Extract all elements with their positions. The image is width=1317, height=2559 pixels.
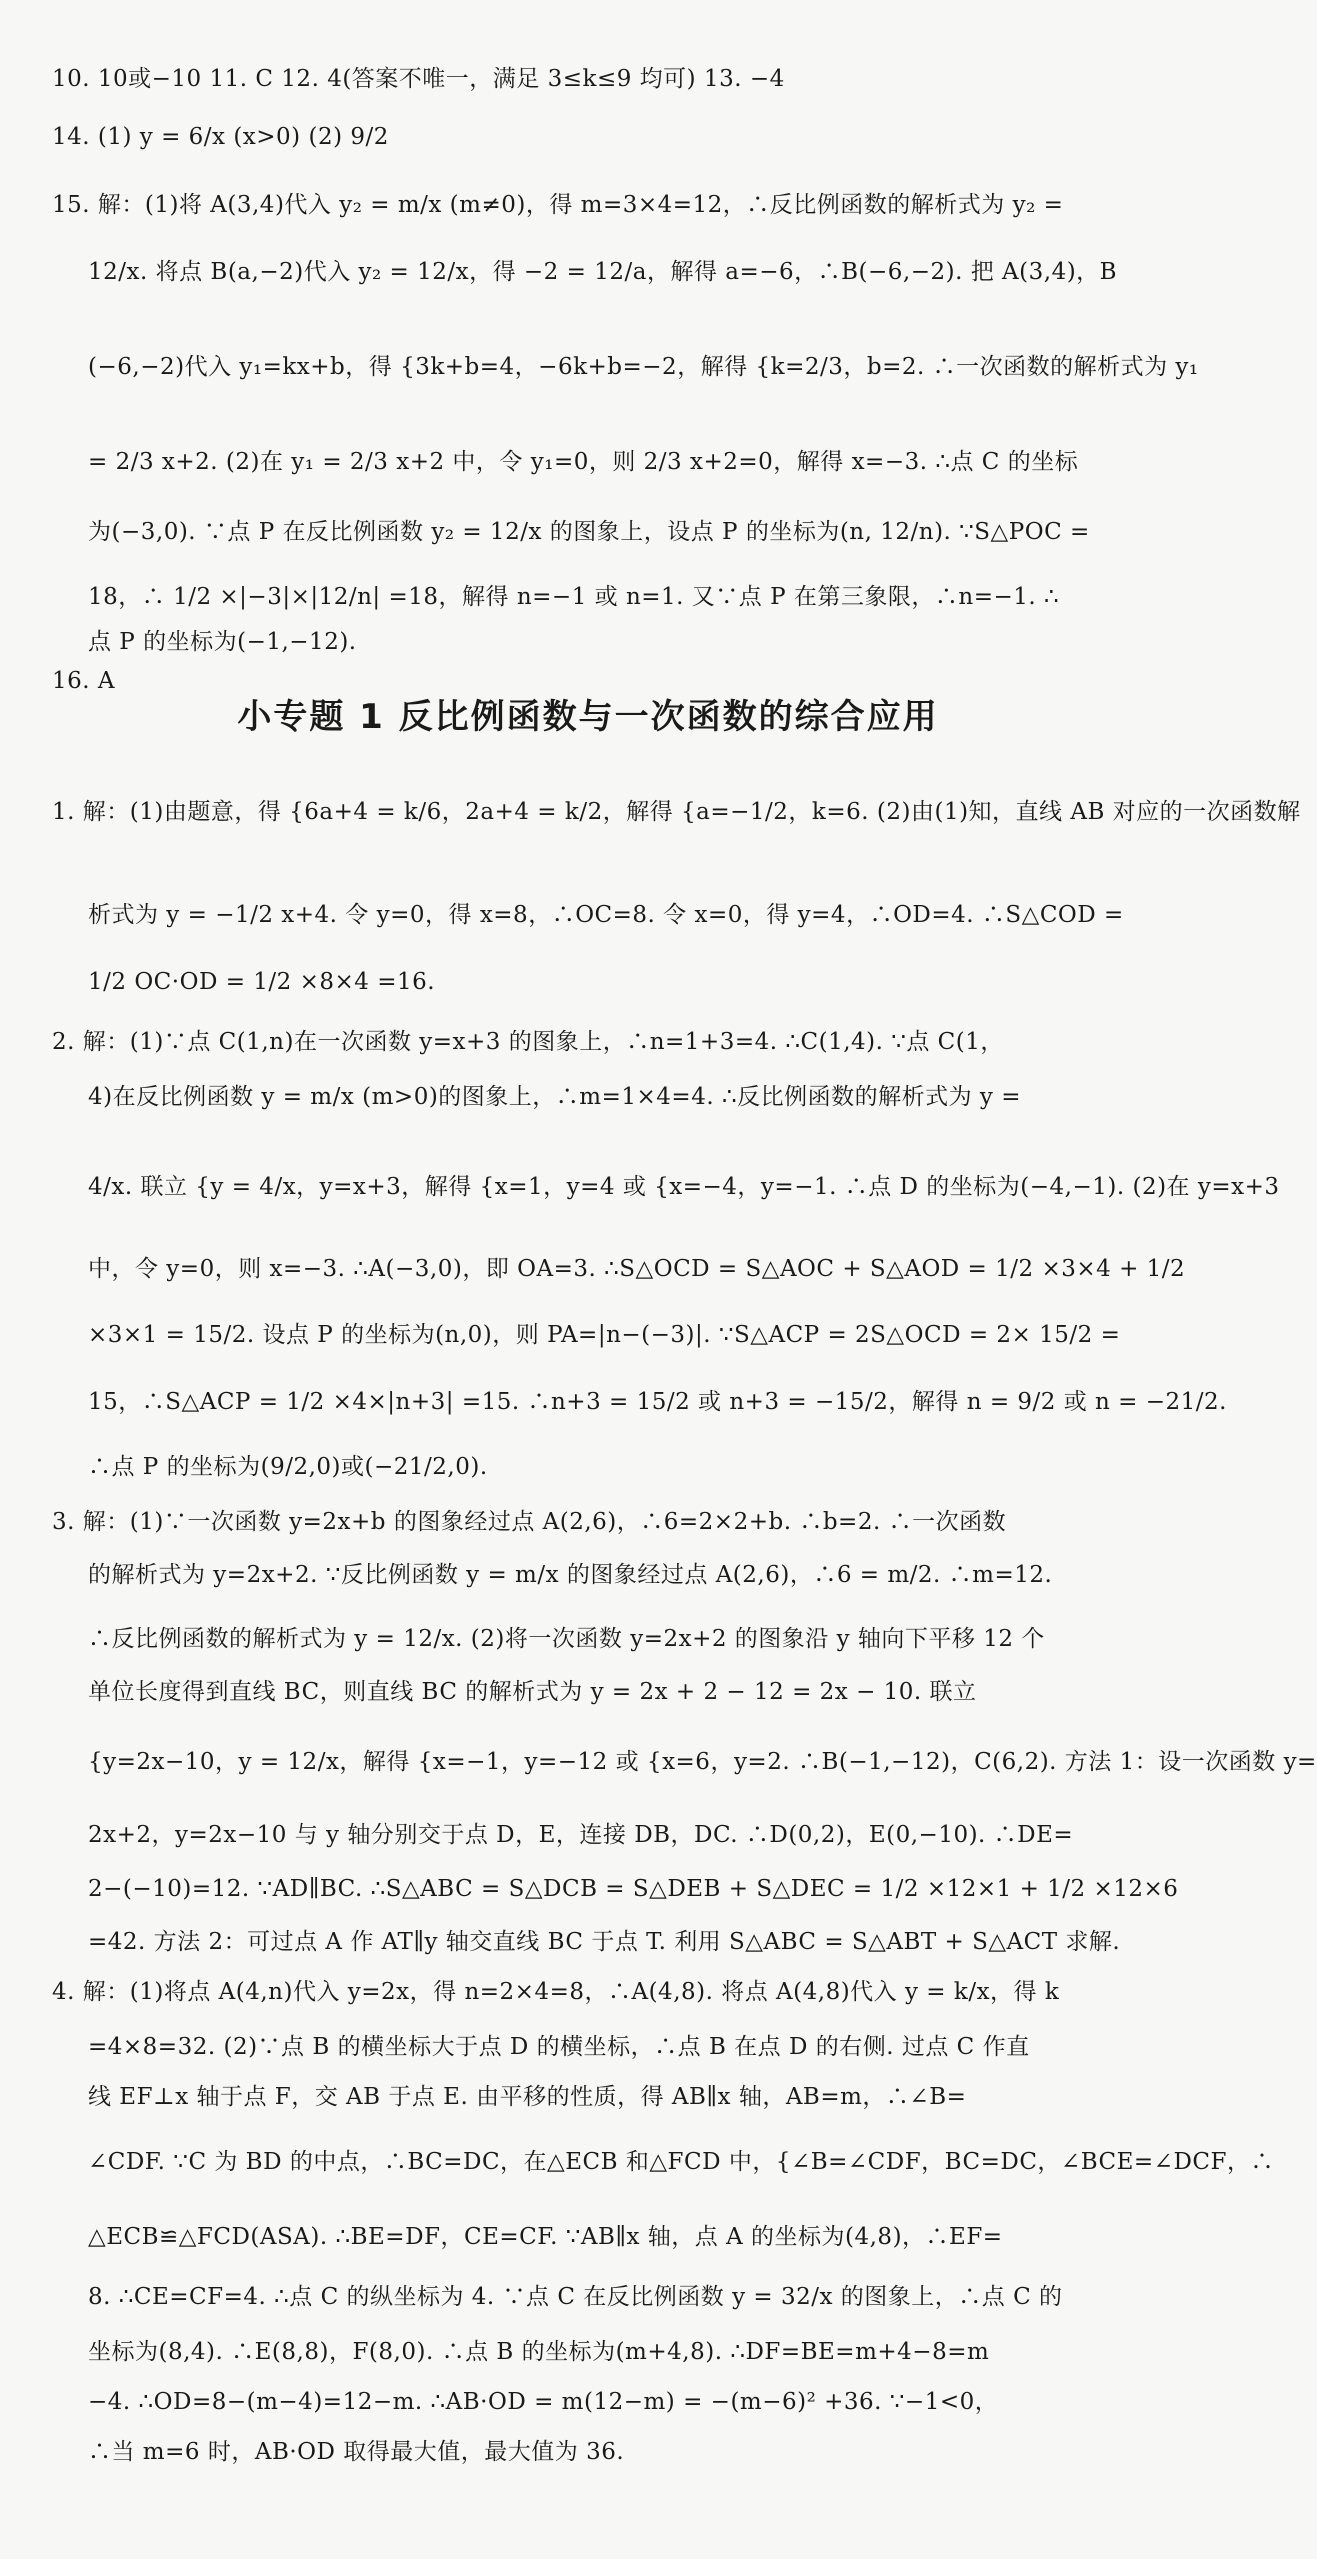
p2-line: ∴点 P 的坐标为(9/2,0)或(−21/2,0). <box>88 1454 488 1480</box>
p2-line: ×3×1 = 15/2. 设点 P 的坐标为(n,0)，则 PA=|n−(−3)|. ∵S△ACP = 2S△OCD = 2× 15/2 = <box>88 1322 1121 1348</box>
p3-line: 的解析式为 y=2x+2. ∵反比例函数 y = m/x 的图象经过点 A(2,6)，∴6 = m/2. ∴m=12. <box>88 1562 1053 1588</box>
q15-line: 点 P 的坐标为(−1,−12). <box>88 629 357 655</box>
p2-line: 2. 解：(1)∵点 C(1,n)在一次函数 y=x+3 的图象上，∴n=1+3=4. ∴C(1,4). ∵点 C(1， <box>52 1029 1004 1055</box>
p4-line: △ECB≌△FCD(ASA). ∴BE=DF，CE=CF. ∵AB∥x 轴，点 A 的坐标为(4,8)，∴EF= <box>88 2224 1003 2250</box>
p2-line: 中，令 y=0，则 x=−3. ∴A(−3,0)，即 OA=3. ∴S△OCD = S△AOC + S△AOD = 1/2 ×3×4 + 1/2 <box>88 1256 1186 1282</box>
answer-line-16: 16. A <box>52 668 115 694</box>
p2-line: 4)在反比例函数 y = m/x (m>0)的图象上，∴m=1×4=4. ∴反比例函数的解析式为 y = <box>88 1084 1021 1110</box>
p3-line: 2x+2，y=2x−10 与 y 轴分别交于点 D，E，连接 DB，DC. ∴D(0,2)，E(0,−10). ∴DE= <box>88 1822 1074 1848</box>
p3-line: {y=2x−10，y = 12/x，解得 {x=−1，y=−12 或 {x=6，y=2. ∴B(−1,−12)，C(6,2). 方法 1：设一次函数 y= <box>88 1749 1317 1775</box>
p1-line: 析式为 y = −1/2 x+4. 令 y=0，得 x=8，∴OC=8. 令 x=0，得 y=4，∴OD=4. ∴S△COD = <box>88 902 1124 928</box>
p1-line: 1/2 OC·OD = 1/2 ×8×4 =16. <box>88 969 436 995</box>
p4-line: 线 EF⊥x 轴于点 F，交 AB 于点 E. 由平移的性质，得 AB∥x 轴，AB=m，∴∠B= <box>88 2084 967 2110</box>
p4-line: =4×8=32. (2)∵点 B 的横坐标大于点 D 的横坐标，∴点 B 在点 D 的右侧. 过点 C 作直 <box>88 2034 1030 2060</box>
p4-line: 8. ∴CE=CF=4. ∴点 C 的纵坐标为 4. ∵点 C 在反比例函数 y = 32/x 的图象上，∴点 C 的 <box>88 2284 1063 2310</box>
section-title: 小专题 1 反比例函数与一次函数的综合应用 <box>237 697 939 737</box>
p3-line: ∴反比例函数的解析式为 y = 12/x. (2)将一次函数 y=2x+2 的图象沿 y 轴向下平移 12 个 <box>88 1626 1045 1652</box>
q15-line: (−6,−2)代入 y₁=kx+b，得 {3k+b=4，−6k+b=−2，解得 {k=2/3，b=2. ∴一次函数的解析式为 y₁ <box>88 354 1199 380</box>
p3-line: 3. 解：(1)∵一次函数 y=2x+b 的图象经过点 A(2,6)，∴6=2×2+b. ∴b=2. ∴一次函数 <box>52 1509 1007 1535</box>
answers-line-10-13: 10. 10或−10 11. C 12. 4(答案不唯一，满足 3≤k≤9 均可) 13. −4 <box>52 66 785 92</box>
q15-line: 为(−3,0). ∵点 P 在反比例函数 y₂ = 12/x 的图象上，设点 P 的坐标为(n, 12/n). ∵S△POC = <box>88 519 1090 545</box>
p4-line: 4. 解：(1)将点 A(4,n)代入 y=2x，得 n=2×4=8，∴A(4,8). 将点 A(4,8)代入 y = k/x，得 k <box>52 1979 1060 2005</box>
p4-line: ∠CDF. ∵C 为 BD 的中点，∴BC=DC，在△ECB 和△FCD 中，{∠B=∠CDF，BC=DC，∠BCE=∠DCF，∴ <box>88 2149 1274 2175</box>
q15-line: 15. 解：(1)将 A(3,4)代入 y₂ = m/x (m≠0)，得 m=3×4=12，∴反比例函数的解析式为 y₂ = <box>52 192 1064 218</box>
p3-line: =42. 方法 2：可过点 A 作 AT∥y 轴交直线 BC 于点 T. 利用 S△ABC = S△ABT + S△ACT 求解. <box>88 1929 1121 1955</box>
p2-line: 15，∴S△ACP = 1/2 ×4×|n+3| =15. ∴n+3 = 15/2 或 n+3 = −15/2，解得 n = 9/2 或 n = −21/2. <box>88 1389 1227 1415</box>
p3-line: 单位长度得到直线 BC，则直线 BC 的解析式为 y = 2x + 2 − 12 = 2x − 10. 联立 <box>88 1679 977 1705</box>
q15-line: 12/x. 将点 B(a,−2)代入 y₂ = 12/x，得 −2 = 12/a，解得 a=−6，∴B(−6,−2). 把 A(3,4)，B <box>88 259 1118 285</box>
q15-line: 18，∴ 1/2 ×|−3|×|12/n| =18，解得 n=−1 或 n=1. 又∵点 P 在第三象限，∴n=−1. ∴ <box>88 584 1060 610</box>
p2-line: 4/x. 联立 {y = 4/x，y=x+3，解得 {x=1，y=4 或 {x=−4，y=−1. ∴点 D 的坐标为(−4,−1). (2)在 y=x+3 <box>88 1174 1280 1200</box>
p1-line: 1. 解：(1)由题意，得 {6a+4 = k/6，2a+4 = k/2，解得 {a=−1/2，k=6. (2)由(1)知，直线 AB 对应的一次函数解 <box>52 799 1301 825</box>
p4-line: −4. ∴OD=8−(m−4)=12−m. ∴AB·OD = m(12−m) = −(m−6)² +36. ∵−1<0， <box>88 2389 999 2415</box>
p4-line: ∴当 m=6 时，AB·OD 取得最大值，最大值为 36. <box>88 2439 625 2465</box>
p4-line: 坐标为(8,4). ∴E(8,8)，F(8,0). ∴点 B 的坐标为(m+4,8). ∴DF=BE=m+4−8=m <box>88 2339 990 2365</box>
p3-line: 2−(−10)=12. ∵AD∥BC. ∴S△ABC = S△DCB = S△DEB + S△DEC = 1/2 ×12×1 + 1/2 ×12×6 <box>88 1876 1179 1902</box>
q15-line: = 2/3 x+2. (2)在 y₁ = 2/3 x+2 中，令 y₁=0，则 2/3 x+2=0，解得 x=−3. ∴点 C 的坐标 <box>88 449 1079 475</box>
answer-line-14: 14. (1) y = 6/x (x>0) (2) 9/2 <box>52 124 389 150</box>
